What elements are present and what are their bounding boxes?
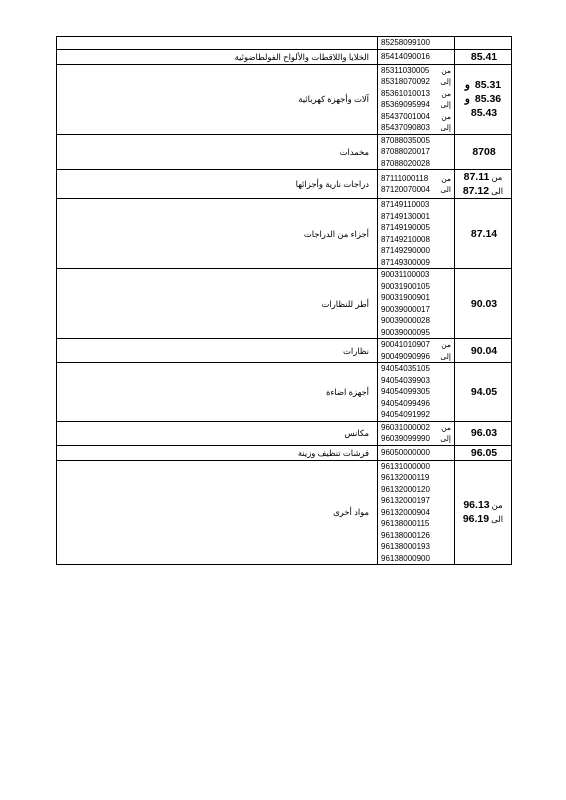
code-line (381, 199, 451, 211)
code-line (381, 472, 451, 484)
code-line (381, 315, 451, 327)
tariff-code: 96132000119 (381, 473, 430, 482)
range-prefix: من (441, 111, 451, 121)
heading-line (455, 78, 511, 92)
item-description: أجزاء من الدراجات (57, 199, 378, 269)
heading-number: 85.31 و (464, 79, 502, 91)
tariff-code: 96131000000 (381, 461, 430, 471)
item-description: مخمدات (57, 134, 378, 170)
code-line (381, 386, 451, 398)
tariff-code: 87120070004 (381, 185, 430, 194)
table-row (57, 445, 512, 460)
tariff-code: 85437001004 (381, 111, 430, 121)
tariff-code: 90049090996 (381, 351, 430, 361)
tariff-code: 94054099496 (381, 398, 430, 408)
range-prefix: إلى (440, 434, 451, 443)
code-line (381, 184, 451, 196)
heading-cell (455, 421, 512, 445)
tariff-code: 87088020028 (381, 158, 430, 168)
heading-cell (455, 170, 512, 199)
tariff-code: 94054091992 (381, 410, 430, 419)
heading-cell (455, 445, 512, 460)
heading-cell (455, 37, 512, 50)
heading-number: 94.05 (470, 385, 498, 398)
code-line (381, 222, 451, 234)
tariff-code: 96138000193 (381, 542, 430, 551)
heading-line (455, 106, 511, 120)
heading-number: 90.04 (470, 344, 498, 357)
item-description: آلات وأجهزة كهربائية (57, 64, 378, 134)
code-line (381, 363, 451, 375)
heading-number: 96.03 (470, 427, 498, 439)
tariff-code: 87088035005 (381, 135, 430, 145)
heading-prefix: من (491, 172, 503, 182)
code-list-cell (378, 49, 455, 64)
code-line (381, 327, 451, 339)
heading-line (455, 227, 511, 241)
code-line (381, 339, 451, 351)
tariff-code: 96050000000 (381, 447, 430, 457)
range-prefix: من (441, 88, 451, 98)
table-row (57, 269, 512, 339)
table-row (57, 37, 512, 50)
item-description: نظارات (57, 339, 378, 363)
table-row (57, 170, 512, 199)
code-line (381, 51, 451, 63)
heading-line (455, 50, 511, 64)
code-line (381, 375, 451, 387)
tariff-code: 87149210008 (381, 234, 430, 244)
code-line (381, 173, 451, 185)
tariff-code: 87149300009 (381, 257, 430, 267)
code-line (381, 541, 451, 553)
code-line (381, 351, 451, 363)
code-line (381, 461, 451, 473)
heading-number: 87.11 (463, 171, 490, 183)
code-line (381, 422, 451, 434)
tariff-code: 85258099100 (381, 38, 430, 47)
code-line (381, 122, 451, 134)
code-line (381, 269, 451, 281)
heading-number: 96.19 (462, 513, 490, 526)
table-row (57, 460, 512, 565)
heading-line (455, 385, 511, 399)
heading-number: 8708 (472, 145, 496, 158)
heading-line (455, 92, 511, 106)
code-list-cell (378, 37, 455, 50)
code-list-cell (378, 199, 455, 269)
tariff-code: 96031000002 (381, 422, 430, 432)
heading-cell (455, 363, 512, 422)
code-line (381, 304, 451, 316)
code-line (381, 495, 451, 507)
tariff-code: 87149290000 (381, 246, 430, 255)
code-line (381, 409, 451, 421)
code-line (381, 553, 451, 565)
range-prefix: إلى (440, 100, 451, 109)
heading-number: 87.14 (470, 227, 498, 240)
tariff-code: 90031900901 (381, 293, 430, 302)
heading-line (455, 344, 511, 358)
tariff-code: 90039000028 (381, 316, 430, 325)
tariff-code: 94054039903 (381, 375, 430, 385)
tariff-table (56, 36, 512, 565)
tariff-code: 87111000118 (381, 173, 429, 183)
code-line (381, 398, 451, 410)
code-line (381, 292, 451, 304)
code-line (381, 484, 451, 496)
heading-prefix: الى (491, 514, 504, 525)
heading-line (455, 446, 511, 460)
heading-prefix: من (491, 500, 503, 511)
heading-line (455, 145, 511, 159)
code-line (381, 65, 451, 77)
range-prefix: من (441, 65, 451, 75)
code-line (381, 211, 451, 223)
heading-number: 96.05 (470, 446, 498, 459)
code-list-cell (378, 64, 455, 134)
tariff-code: 94054035105 (381, 364, 430, 373)
heading-number: 85.41 (470, 50, 498, 63)
range-prefix: من (441, 340, 451, 349)
heading-cell (455, 64, 512, 134)
code-line (381, 37, 451, 49)
heading-cell (455, 460, 512, 565)
tariff-code: 85437090803 (381, 123, 430, 132)
code-line (381, 135, 451, 147)
tariff-code: 90031100003 (381, 270, 430, 279)
heading-cell (455, 199, 512, 269)
code-list-cell (378, 269, 455, 339)
code-line (381, 447, 451, 459)
tariff-code: 90031900105 (381, 281, 430, 291)
item-description (57, 37, 378, 50)
heading-line (455, 170, 511, 184)
heading-number: 85.36 و (464, 93, 502, 105)
range-prefix: من (441, 422, 451, 432)
heading-line (455, 297, 511, 311)
tariff-code: 87088020017 (381, 147, 430, 156)
tariff-code: 96138000126 (381, 530, 430, 540)
range-prefix: الى (440, 185, 451, 194)
heading-line (455, 512, 511, 526)
tariff-code: 96039099990 (381, 434, 430, 443)
item-description: أطر للنظارات (57, 269, 378, 339)
heading-prefix: الى (491, 186, 504, 196)
tariff-code: 85361010013 (381, 88, 430, 98)
tariff-code: 90039000095 (381, 327, 430, 337)
item-description: دراجات نارية وأجزائها (57, 170, 378, 199)
tariff-code: 85318070092 (381, 77, 430, 86)
tariff-code: 85369095994 (381, 100, 430, 109)
tariff-code: 87149130001 (381, 211, 430, 221)
heading-number: 96.13 (463, 499, 490, 512)
code-list-cell (378, 460, 455, 565)
tariff-code: 85311030005 (381, 65, 430, 75)
item-description: فرشات تنظيف وزينة (57, 445, 378, 460)
item-description: مواد أخرى (57, 460, 378, 565)
heading-line (455, 498, 511, 512)
code-line (381, 234, 451, 246)
table-row (57, 49, 512, 64)
code-line (381, 518, 451, 530)
heading-number: 90.03 (470, 297, 498, 310)
tariff-code: 96132000120 (381, 484, 430, 494)
code-list-cell (378, 339, 455, 363)
heading-cell (455, 49, 512, 64)
heading-line (455, 426, 511, 440)
heading-cell (455, 269, 512, 339)
range-prefix: إلى (440, 123, 451, 132)
table-row (57, 134, 512, 170)
code-line (381, 507, 451, 519)
heading-cell (455, 134, 512, 170)
tariff-code: 87149110003 (381, 200, 430, 209)
code-line (381, 530, 451, 542)
code-list-cell (378, 421, 455, 445)
heading-cell (455, 339, 512, 363)
tariff-code: 96132000904 (381, 507, 430, 517)
code-line (381, 111, 451, 123)
tariff-code: 94054099305 (381, 387, 430, 396)
heading-line (455, 184, 511, 198)
code-list-cell (378, 445, 455, 460)
table-row (57, 64, 512, 134)
tariff-code: 87149190005 (381, 223, 430, 232)
item-description: أجهزة اضاءة (57, 363, 378, 422)
code-line (381, 158, 451, 170)
code-line (381, 88, 451, 100)
tariff-code: 90039000017 (381, 304, 430, 314)
table-row (57, 199, 512, 269)
range-prefix: من (441, 173, 451, 183)
tariff-table-body (57, 37, 512, 565)
heading-number: 87.12 (462, 185, 490, 197)
tariff-code: 90041010907 (381, 340, 430, 349)
tariff-code: 96132000197 (381, 496, 430, 505)
code-list-cell (378, 134, 455, 170)
code-line (381, 99, 451, 111)
code-list-cell (378, 363, 455, 422)
item-description: مكانس (57, 421, 378, 445)
tariff-code: 85414090016 (381, 51, 430, 61)
code-list-cell (378, 170, 455, 199)
code-line (381, 245, 451, 257)
range-prefix: إلى (440, 77, 451, 86)
heading-number: 85.43 (470, 107, 498, 119)
code-line (381, 281, 451, 293)
code-line (381, 146, 451, 158)
code-line (381, 433, 451, 445)
tariff-code: 96138000115 (381, 519, 430, 528)
table-row (57, 363, 512, 422)
table-row (57, 339, 512, 363)
range-prefix: إلى (440, 351, 451, 361)
table-row (57, 421, 512, 445)
tariff-code: 96138000900 (381, 553, 430, 563)
code-line (381, 76, 451, 88)
item-description: الخلايا واللاقطات والألواح الفولطاضوئية (57, 49, 378, 64)
code-line (381, 257, 451, 269)
